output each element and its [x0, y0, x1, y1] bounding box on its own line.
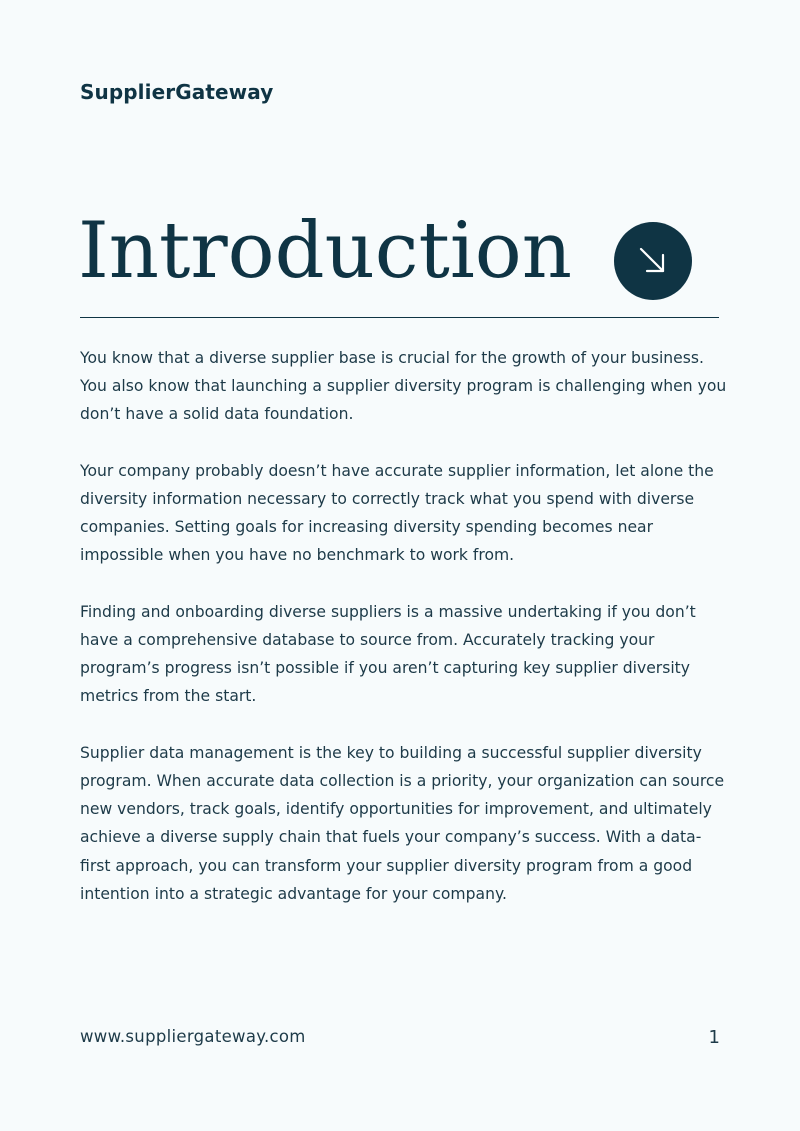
title-divider [80, 317, 719, 318]
paragraph: Your company probably doesn’t have accurate supplier information, let alone the diversity information necessary to correctly track what you spend with diverse companies. Setting goals for increasing diversity spending becomes near impossible when you have no benchmark to work from. [80, 461, 714, 565]
arrow-badge [614, 222, 692, 300]
body-text [80, 344, 730, 936]
footer-url[interactable]: www.suppliergateway.com [80, 1027, 306, 1046]
page-number: 1 [708, 1027, 720, 1048]
paragraph: Supplier data management is the key to building a successful supplier diversity program. When accurate data collection is a priority, your organization can source new vendors, track goals, identify opportunities for improvement, and ultimately achieve a diverse supply chain that fuels your company’s success. With a data-first approach, you can transform your supplier diversity program from a good intention into a strategic advantage for your company. [80, 743, 725, 903]
paragraph: Finding and onboarding diverse suppliers is a massive undertaking if you don’t have a comprehensive database to source from. Accurately tracking your program’s progress isn’t possible if you aren’t capturing key supplier diversity metrics from the start. [80, 602, 696, 706]
page-title: Introduction [78, 206, 572, 296]
paragraph: You know that a diverse supplier base is crucial for the growth of your business. You also know that launching a supplier diversity program is challenging when you don’t have a solid data foundation. [80, 349, 727, 424]
arrow-down-right-icon [638, 246, 668, 276]
brand-name: SupplierGateway [80, 80, 274, 104]
